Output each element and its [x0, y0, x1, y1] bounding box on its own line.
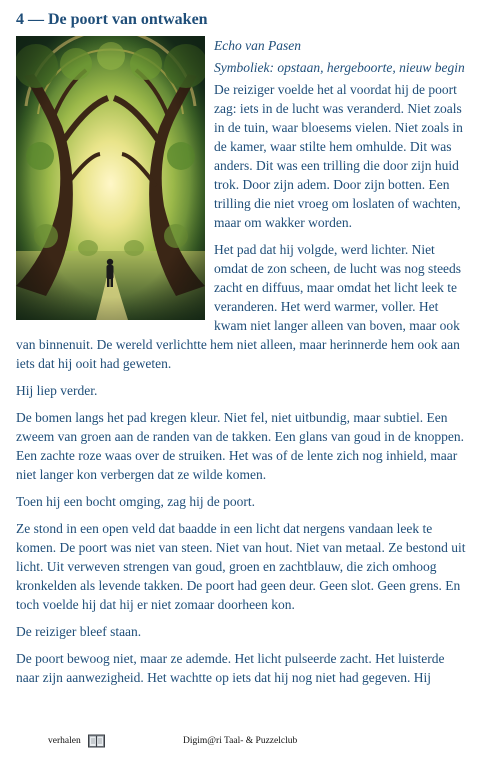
- author-line: Echo van Pasen: [214, 38, 301, 53]
- book-icon: [88, 734, 105, 748]
- page-footer: [0, 734, 479, 750]
- tree-portal-illustration: [16, 36, 205, 320]
- footer-club-name: Digim@ri Taal- & Puzzelclub: [183, 736, 298, 746]
- page-content: [16, 10, 468, 695]
- chapter-title: 4 — De poort van ontwaken: [16, 11, 208, 28]
- paragraph-4: De bomen langs het pad kregen kleur. Niet fel, niet uitbundig, maar subtiel. Een zweem van groen aan de randen van de takken. Een glans van goud in de knoppen. Een zachte roze waas over de struiken. Het was of de lente zich nog inhield, maar niet langer kon verbergen dat ze wilde komen.: [16, 410, 464, 482]
- paragraph-5: Toen hij een bocht omging, zag hij de poort.: [16, 494, 255, 509]
- symbolism-line: Symboliek: opstaan, hergeboorte, nieuw begin: [214, 60, 465, 75]
- footer-section-label: verhalen: [48, 736, 81, 746]
- paragraph-6: Ze stond in een open veld dat baadde in een licht dat nergens vandaan leek te komen. De poort was niet van steen. Niet van hout. Niet van metaal. Ze bestond uit licht. Uit verweven strengen van goud, groen en zachtblauw, die zich omhoog kronkelden als levende takken. De poort had geen deur. Geen slot. Geen grens. En toch voelde hij dat hij er niet zomaar doorheen kon.: [16, 521, 466, 612]
- paragraph-1: De reiziger voelde het al voordat hij de poort zag: iets in de lucht was veranderd. Niet zoals in de tuin, waar bloesems vielen. Niet zoals in de kamer, waar stilte hem omhulde. Dit was anders. Dit was een trilling die door zijn huid trok. Door zijn adem. Door zijn botten. Een trilling die niet vroeg om loslaten of wachten, maar om wakker worden.: [214, 82, 463, 230]
- paragraph-3: Hij liep verder.: [16, 383, 98, 398]
- paragraph-8: De poort bewoog niet, maar ze ademde. Het licht pulseerde zacht. Het luisterde naar zijn aanwezigheid. Het wachtte op iets dat hij nog niet had gegeven. Hij: [16, 651, 445, 685]
- paragraph-7: De reiziger bleef staan.: [16, 624, 142, 639]
- paragraph-2: Het pad dat hij volgde, werd lichter. Niet omdat de zon scheen, de lucht was nog steeds zacht en diffuus, maar omdat het licht leek te veranderen. Het werd warmer, voller. Het kwam niet langer alleen van boven, maar ook van binnenuit. De wereld verlichtte hem niet alleen, maar herinnerde hem ook aan iets dat hij ooit had geweten.: [16, 242, 462, 371]
